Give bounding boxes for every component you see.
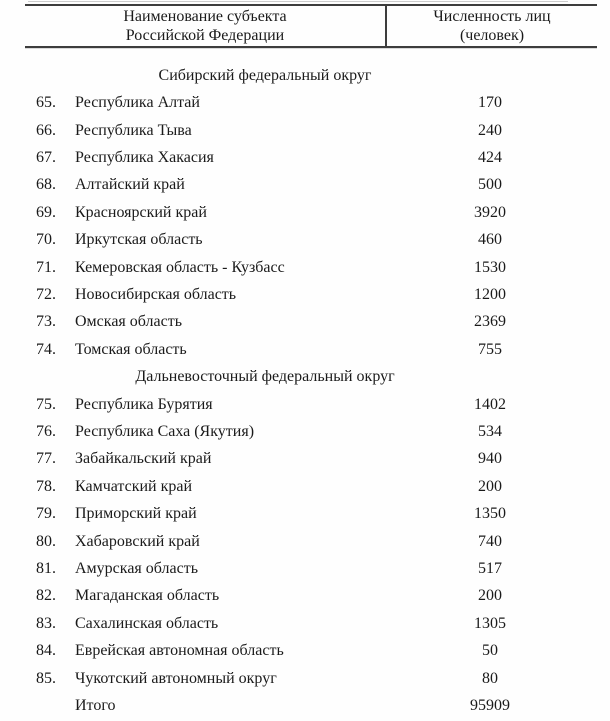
- row-name: Республика Саха (Якутия): [75, 422, 255, 440]
- header-count-line2: (человек): [459, 27, 525, 44]
- row-value: 424: [478, 148, 502, 166]
- table-row: [0, 199, 610, 226]
- row-name: Кемеровская область - Кузбасс: [75, 258, 285, 276]
- table-row: [0, 665, 610, 692]
- scan-artifact-line: [25, 48, 597, 49]
- section-title: Сибирский федеральный округ: [158, 66, 372, 84]
- row-value: 1350: [474, 505, 506, 523]
- row-number: 81.: [36, 560, 56, 578]
- table-body: [0, 62, 610, 720]
- row-value: 460: [478, 231, 502, 249]
- section-title: Дальневосточный федеральный округ: [135, 368, 395, 386]
- row-number: 78.: [36, 477, 56, 495]
- row-number: 76.: [36, 422, 56, 440]
- row-number: 79.: [36, 505, 56, 523]
- row-name: Республика Тыва: [75, 121, 192, 139]
- row-number: 72.: [36, 285, 56, 303]
- row-value: 240: [478, 121, 502, 139]
- row-number: 69.: [36, 203, 56, 221]
- row-name: Новосибирская область: [75, 285, 237, 303]
- table-row: [0, 117, 610, 144]
- header-subject-line2: Российской Федерации: [125, 27, 285, 44]
- row-number: 75.: [36, 395, 56, 413]
- row-name: Хабаровский край: [75, 532, 200, 550]
- row-number: 85.: [36, 669, 56, 687]
- row-name: Республика Бурятия: [75, 395, 213, 413]
- table-row: [0, 638, 610, 665]
- row-name: Амурская область: [75, 560, 198, 578]
- row-number: 66.: [36, 121, 56, 139]
- row-number: 71.: [36, 258, 56, 276]
- table-row: [0, 610, 610, 637]
- table-row: [0, 89, 610, 116]
- row-name: Томская область: [75, 340, 187, 358]
- table-row: [0, 418, 610, 445]
- row-number: 65.: [36, 94, 56, 112]
- row-value: 755: [478, 340, 502, 358]
- row-value: 1305: [474, 614, 506, 632]
- row-value: 534: [478, 422, 502, 440]
- row-number: 73.: [36, 313, 56, 331]
- table-row: [0, 254, 610, 281]
- table-row: [0, 473, 610, 500]
- row-name: Чукотский автономный округ: [75, 669, 277, 687]
- total-row: [0, 692, 610, 719]
- table-row: [0, 281, 610, 308]
- row-value: 1530: [474, 258, 506, 276]
- row-value: 1200: [474, 285, 506, 303]
- row-name: Магаданская область: [75, 587, 220, 605]
- header-col-subject: [25, 6, 385, 46]
- table-row: [0, 391, 610, 418]
- header-count-line1: Численность лиц: [433, 8, 551, 25]
- row-value: 200: [478, 477, 502, 495]
- row-value: 3920: [474, 203, 506, 221]
- row-value: 200: [478, 587, 502, 605]
- row-name: Еврейская автономная область: [75, 642, 284, 660]
- total-value: 95909: [470, 697, 510, 715]
- scan-artifact-line: [28, 1, 568, 2]
- header-subject-line1: Наименование субъекта: [123, 8, 287, 25]
- row-name: Красноярский край: [75, 203, 207, 221]
- row-number: 82.: [36, 587, 56, 605]
- row-value: 500: [478, 176, 502, 194]
- table-row: [0, 172, 610, 199]
- row-number: 77.: [36, 450, 56, 468]
- table-row: [0, 528, 610, 555]
- row-value: 170: [478, 94, 502, 112]
- row-number: 80.: [36, 532, 56, 550]
- table-row: [0, 583, 610, 610]
- row-name: Приморский край: [75, 505, 197, 523]
- section-header-fareast: [0, 363, 530, 390]
- table-row: [0, 555, 610, 582]
- row-number: 70.: [36, 231, 56, 249]
- table-row: [0, 446, 610, 473]
- row-number: 68.: [36, 176, 56, 194]
- row-number: 74.: [36, 340, 56, 358]
- row-value: 50: [482, 642, 498, 660]
- row-name: Забайкальский край: [75, 450, 212, 468]
- row-number: 84.: [36, 642, 56, 660]
- header-col-count: [385, 6, 597, 46]
- row-name: Камчатский край: [75, 477, 193, 495]
- row-name: Омская область: [75, 313, 182, 331]
- row-value: 517: [478, 560, 502, 578]
- row-name: Республика Алтай: [75, 94, 200, 112]
- row-name: Алтайский край: [75, 176, 185, 194]
- row-value: 1402: [474, 395, 506, 413]
- section-header-siberian: [0, 62, 530, 89]
- row-value: 80: [482, 669, 498, 687]
- table-row: [0, 501, 610, 528]
- row-value: 940: [478, 450, 502, 468]
- row-name: Республика Хакасия: [75, 148, 214, 166]
- table-row: [0, 336, 610, 363]
- row-value: 740: [478, 532, 502, 550]
- row-name: Сахалинская область: [75, 614, 219, 632]
- row-number: 83.: [36, 614, 56, 632]
- row-number: 67.: [36, 148, 56, 166]
- table-row: [0, 144, 610, 171]
- total-label: Итого: [75, 697, 116, 715]
- row-name: Иркутская область: [75, 231, 203, 249]
- row-value: 2369: [474, 313, 506, 331]
- table-row: [0, 226, 610, 253]
- table-row: [0, 309, 610, 336]
- table-header: [25, 4, 597, 48]
